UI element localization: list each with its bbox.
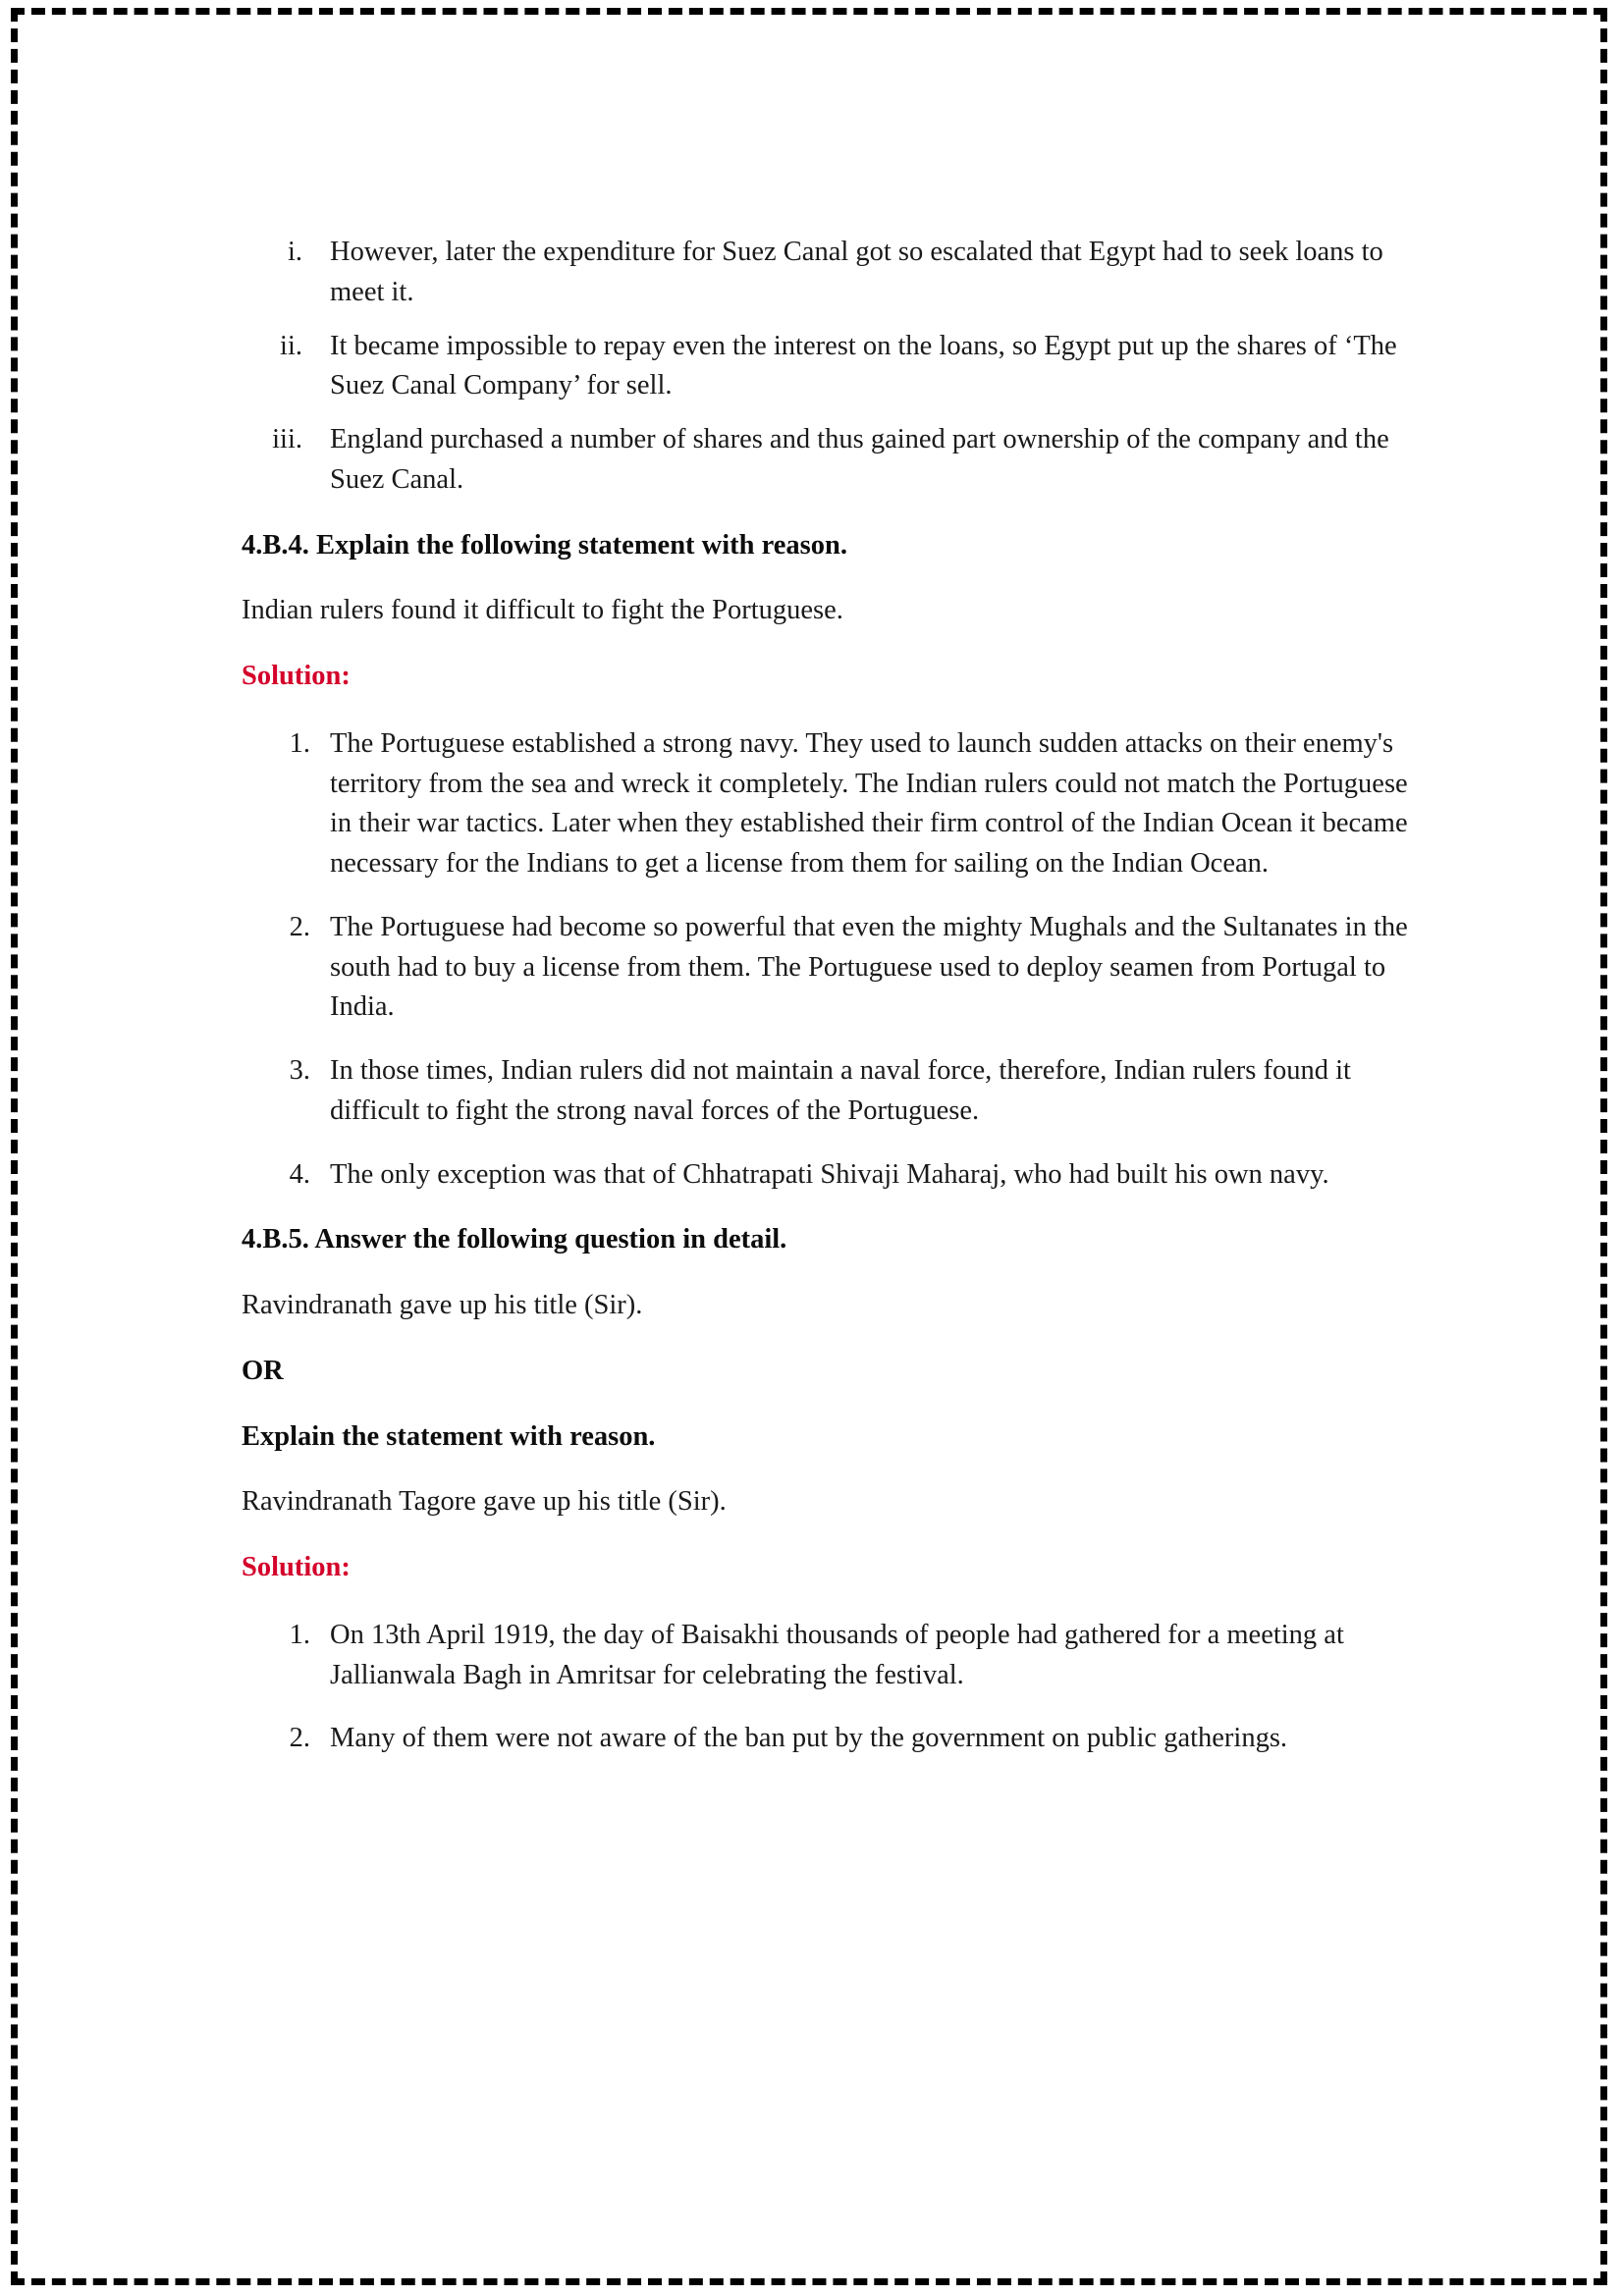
- page-dashed-border: [11, 8, 1607, 2285]
- list-item: [285, 908, 1412, 1028]
- list-marker: 3.: [289, 1055, 310, 1086]
- list-marker: i.: [287, 237, 302, 267]
- list-item: [242, 420, 1412, 501]
- question-heading-4b5: 4.B.5. Answer the following question in detail.: [242, 1224, 787, 1255]
- list-marker: 2.: [289, 1723, 310, 1754]
- list-item-text: The only exception was that of Chhatrapati Shivaji Maharaj, who had built his own navy.: [330, 1158, 1329, 1190]
- list-item-text: The Portuguese established a strong navy. They used to launch sudden attacks on their enemy's territory from the sea and wreck it completely. The Indian rulers could not match the Portuguese in their war tactics. Later when they established their firm control of the Indian Ocean it became necessary for the Indians to get a license from them for sailing on the Indian Ocean.: [330, 727, 1408, 879]
- list-item-text: On 13th April 1919, the day of Baisakhi thousands of people had gathered for a meeting at Jallianwala Bagh in Amritsar for celebrating the festival.: [330, 1619, 1344, 1690]
- solution-label: Solution:: [242, 661, 351, 691]
- list-item: [242, 233, 1412, 313]
- question-statement-4b4: Indian rulers found it difficult to fight the Portuguese.: [242, 595, 843, 626]
- list-item-text: Many of them were not aware of the ban put by the government on public gatherings.: [330, 1723, 1288, 1754]
- list-item-text: However, later the expenditure for Suez Canal got so escalated that Egypt had to seek loans to meet it.: [330, 237, 1383, 307]
- list-marker: 1.: [289, 727, 310, 759]
- solution-list-1: [285, 724, 1412, 1196]
- list-marker: 2.: [289, 911, 310, 942]
- list-marker: 1.: [289, 1619, 310, 1650]
- alt-question-heading: Explain the statement with reason.: [242, 1420, 656, 1452]
- list-item: [285, 1051, 1412, 1132]
- solution-list-2: [285, 1616, 1412, 1759]
- list-marker: ii.: [280, 330, 302, 361]
- question-statement-4b5: Ravindranath gave up his title (Sir).: [242, 1290, 643, 1320]
- list-marker: iii.: [272, 424, 302, 454]
- or-separator-label: OR: [242, 1355, 284, 1386]
- list-item-text: The Portuguese had become so powerful that even the mighty Mughals and the Sultanates in the south had to buy a license from them. The Portuguese used to deploy seamen from Portugal to India.: [330, 911, 1408, 1023]
- list-item-text: It became impossible to repay even the interest on the loans, so Egypt put up the shares of ‘The Suez Canal Company’ for sell.: [330, 330, 1397, 401]
- list-item: [285, 1719, 1412, 1759]
- list-marker: 4.: [289, 1158, 310, 1190]
- document-content: [242, 233, 1412, 1785]
- alt-question-statement: Ravindranath Tagore gave up his title (Sir).: [242, 1486, 727, 1518]
- question-heading-4b4: 4.B.4. Explain the following statement with reason.: [242, 529, 847, 561]
- list-item: [285, 1616, 1412, 1696]
- list-item-text: England purchased a number of shares and thus gained part ownership of the company and the Suez Canal.: [330, 424, 1389, 495]
- list-item: [285, 724, 1412, 884]
- solution-label: Solution:: [242, 1552, 351, 1582]
- list-item-text: In those times, Indian rulers did not maintain a naval force, therefore, Indian rulers found it difficult to fight the strong naval forces of the Portuguese.: [330, 1055, 1351, 1126]
- list-item: [242, 327, 1412, 407]
- roman-numeral-list: [242, 233, 1412, 501]
- list-item: [285, 1155, 1412, 1196]
